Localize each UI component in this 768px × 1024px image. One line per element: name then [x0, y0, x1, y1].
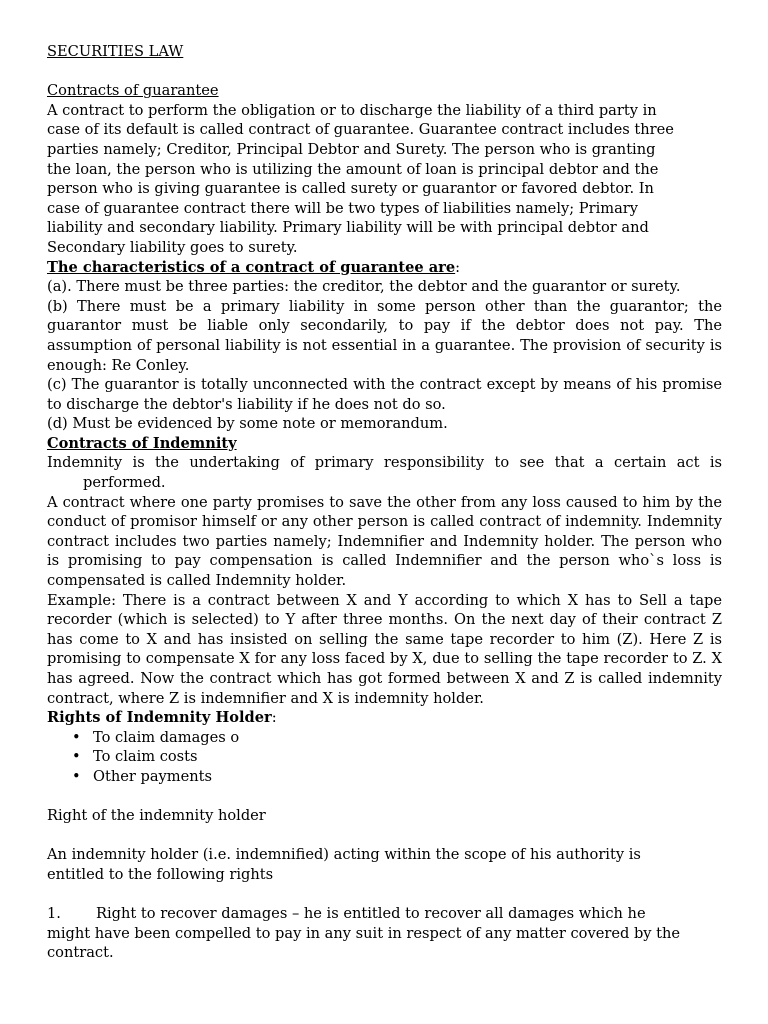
text-line: case of guarantee contract there will be two types of liabilities namely; Primary — [47, 199, 639, 217]
section-heading-guarantee: Contracts of guarantee — [47, 82, 219, 100]
item-number: 1. — [47, 905, 61, 923]
text-line: Secondary liability goes to surety. — [47, 238, 298, 256]
numbered-item-1-line2: might have been compelled to pay in any suit in respect of any matter covered by the — [47, 924, 681, 942]
rights-intro-line2: entitled to the following rights — [47, 865, 274, 883]
indemnity-contract-paragraph: A contract where one party promises to save the other from any loss caused to him by the conduct of promisor himself or any other person is called contract of indemnity. Indemnity contract includes two parties namely; Indemnifier and Indemnity holder. The person who is promising to pay compensation is called Indemnifier and the person who`s loss is compensated is called Indemnity holder. — [47, 493, 722, 590]
bullet-icon: • — [72, 728, 81, 746]
spacer — [47, 787, 722, 807]
list-item — [47, 767, 722, 787]
bullet-icon: • — [72, 767, 81, 785]
section-heading-rights — [47, 708, 722, 728]
list-item — [47, 747, 722, 767]
list-item — [47, 728, 722, 748]
numbered-item-1 — [47, 904, 722, 924]
list-item-text: To claim costs — [93, 748, 198, 766]
characteristic-c: (c) The guarantor is totally unconnected with the contract except by means of his promise to discharge the debtor's liability if he does not do so. — [47, 376, 722, 413]
bullet-icon: • — [72, 748, 81, 766]
list-item-text: To claim damages o — [93, 728, 240, 746]
heading-colon: : — [271, 709, 277, 727]
item-text: Right to recover damages – he is entitled to recover all damages which he — [96, 905, 646, 923]
characteristic-d: (d) Must be evidenced by some note or memorandum. — [47, 415, 448, 433]
heading-colon: : — [455, 258, 461, 276]
text-line: A contract to perform the obligation or to discharge the liability of a third party in — [47, 101, 657, 119]
text-line: person who is giving guarantee is called surety or guarantor or favored debtor. In — [47, 180, 654, 198]
numbered-item-1-line3: contract. — [47, 944, 114, 962]
text-line: the loan, the person who is utilizing the amount of loan is principal debtor and the — [47, 160, 659, 178]
list-item-text: Other payments — [93, 767, 212, 785]
spacer — [47, 885, 722, 905]
rights-intro-line1: An indemnity holder (i.e. indemnified) acting within the scope of his authority is — [47, 846, 641, 864]
text-line: parties namely; Creditor, Principal Debtor and Surety. The person who is granting — [47, 140, 656, 158]
rights-heading-text: Rights of Indemnity Holder — [47, 709, 272, 727]
document-title: SECURITIES LAW — [47, 43, 184, 60]
indemnity-example-paragraph: Example: There is a contract between X and Y according to which X has to Sell a tape recorder (which is selected) to Y after three months. On the next day of their contract Z has come to X and has insisted on selling the same tape recorder to him (Z). Here Z is promising to compensate X for any loss faced by X, due to selling the tape recorder to Z. X has agreed. Now the contract which has got formed between X and Z is called indemnity contract, where Z is indemnifier and X is indemnity holder. — [47, 591, 722, 707]
rights-bullet-list — [47, 728, 722, 787]
guarantee-definition-paragraph — [47, 101, 722, 258]
section-heading-characteristics — [47, 258, 722, 278]
characteristic-a: (a). There must be three parties: the creditor, the debtor and the guarantor or surety. — [47, 278, 681, 296]
text-line: liability and secondary liability. Primary liability will be with principal debtor and — [47, 219, 649, 237]
spacer — [47, 826, 722, 846]
indemnity-definition-line2: performed. — [83, 474, 166, 492]
spacer — [47, 62, 722, 82]
text-line: case of its default is called contract of guarantee. Guarantee contract includes three — [47, 121, 674, 139]
characteristics-heading-text: The characteristics of a contract of guarantee are — [47, 258, 456, 276]
section-heading-indemnity: Contracts of Indemnity — [47, 434, 237, 452]
characteristic-b: (b) There must be a primary liability in some person other than the guarantor; the guarantor must be liable only secondarily, to pay if the debtor does not pay. The assumption of personal liability is not essential in a guarantee. The provision of security is enough: Re Conley. — [47, 297, 722, 374]
section-heading-right-of-holder: Right of the indemnity holder — [47, 807, 266, 825]
indemnity-definition-line1: Indemnity is the undertaking of primary responsibility to see that a certain act is — [47, 454, 722, 472]
